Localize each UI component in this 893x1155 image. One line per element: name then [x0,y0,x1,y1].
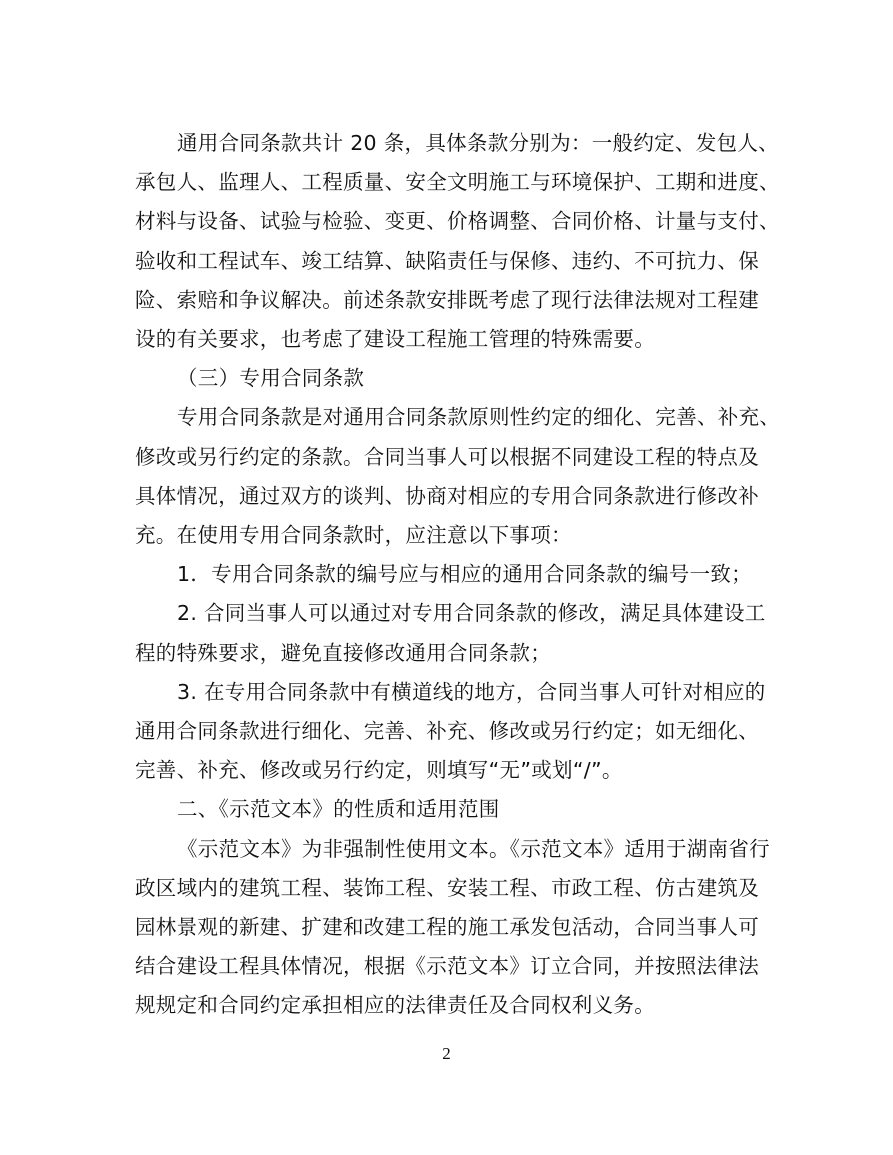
text-line: 园林景观的新建、扩建和改建工程的施工承发包活动，合同当事人可 [135,915,759,940]
text-line: 充。在使用专用合同条款时，应注意以下事项： [135,523,572,548]
list-item-2 [135,594,767,672]
paragraph-general-clauses-summary [135,124,780,359]
text-line: 具体情况，通过双方的谈判、协商对相应的专用合同条款进行修改补 [135,483,759,508]
text-line: 2. 合同当事人可以通过对专用合同条款的修改，满足具体建设工 [177,601,766,626]
page-number: 2 [442,1044,451,1063]
text-line: 专用合同条款是对通用合同条款原则性约定的细化、完善、补充、 [177,405,781,430]
text-line: 程的特殊要求，避免直接修改通用合同条款； [135,640,551,665]
list-item-3 [135,673,767,791]
text-line: 结合建设工程具体情况，根据《示范文本》订立合同，并按照法律法 [135,954,759,979]
text-line: 验收和工程试车、竣工结算、缺陷责任与保修、违约、不可抗力、保 [135,248,759,273]
text-line: 修改或另行约定的条款。合同当事人可以根据不同建设工程的特点及 [135,444,759,469]
section-heading: 二、《示范文本》的性质和适用范围 [177,797,500,822]
document-body [135,124,781,1026]
text-line: 《示范文本》为非强制性使用文本。《示范文本》适用于湖南省行 [177,836,770,861]
text-line: 通用合同条款进行细化、完善、补充、修改或另行约定；如无细化、 [135,719,759,744]
text-line: 材料与设备、试验与检验、变更、价格调整、合同价格、计量与支付、 [135,209,780,234]
text-line: 完善、补充、修改或另行约定，则填写“无”或划“/”。 [135,758,623,783]
heading-nature-and-scope [135,790,767,829]
text-line: 设的有关要求，也考虑了建设工程施工管理的特殊需要。 [135,327,655,352]
text-line: 险、索赔和争议解决。前述条款安排既考虑了现行法律法规对工程建 [135,287,759,312]
paragraph-scope-description [135,830,770,1026]
text-line: 承包人、监理人、工程质量、安全文明施工与环境保护、工期和进度、 [135,170,780,195]
text-line: 1．专用合同条款的编号应与相应的通用合同条款的编号一致； [177,562,752,587]
text-line: 政区域内的建筑工程、装饰工程、安装工程、市政工程、仿古建筑及 [135,875,759,900]
text-line: 规规定和合同约定承担相应的法律责任及合同权利义务。 [135,993,655,1018]
text-line: 通用合同条款共计 20 条，具体条款分别为：一般约定、发包人、 [177,131,779,155]
list-item-1 [135,555,767,594]
paragraph-special-clauses-intro [135,398,781,555]
text-line: 3. 在专用合同条款中有横道线的地方，合同当事人可针对相应的 [177,679,766,704]
heading-special-clauses [135,359,767,398]
section-heading: （三）专用合同条款 [177,366,365,391]
